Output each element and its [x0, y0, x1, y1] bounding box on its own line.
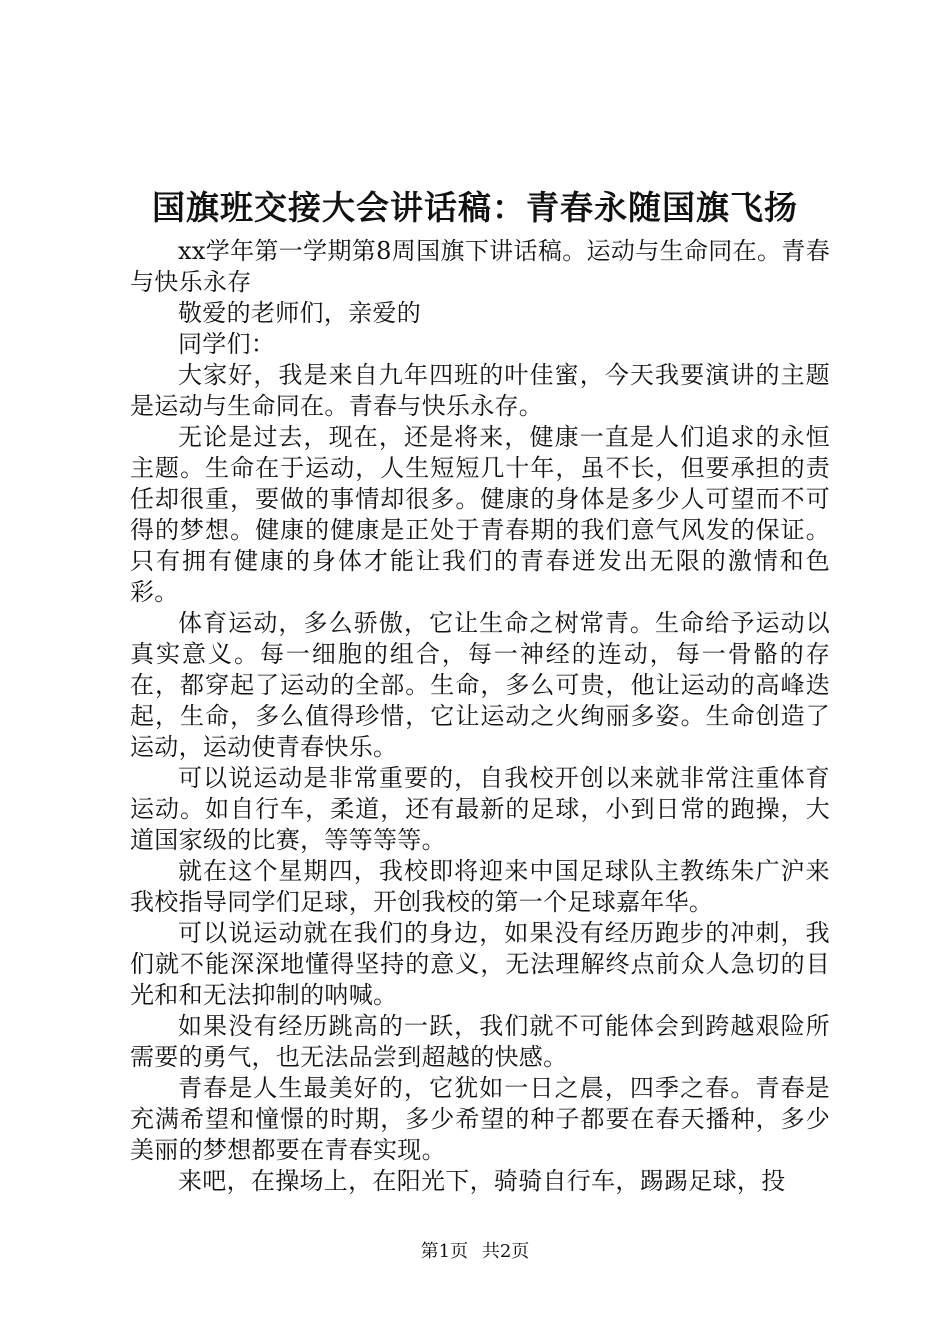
- page-total: 共2页: [481, 1241, 530, 1262]
- paragraph: 敬爱的老师们，亲爱的: [178, 299, 421, 327]
- paragraph: 来吧，在操场上，在阳光下，骑骑自行车，踢踢足球，投: [178, 1167, 786, 1195]
- paragraph: 就在这个星期四，我校即将迎来中国足球队主教练朱广沪来我校指导同学们足球，开创我校的第一个足球嘉年华。: [130, 857, 830, 916]
- paragraph: 无论是过去，现在，还是将来，健康一直是人们追求的永恒主题。生命在于运动，人生短短几十年，虽不长，但要承担的责任却很重，要做的事情却很多。健康的身体是多少人可望而不可得的梦想。健康的健康是正处于青春期的我们意气风发的保证。只有拥有健康的身体才能让我们的青春迸发出无限的激情和色彩。: [130, 423, 830, 606]
- paragraph: 青春是人生最美好的，它犹如一日之晨，四季之春。青春是充满希望和憧憬的时期，多少希望的种子都要在春天播种，多少美丽的梦想都要在青春实现。: [130, 1074, 830, 1164]
- paragraph: 体育运动，多么骄傲，它让生命之树常青。生命给予运动以真实意义。每一细胞的组合，每一神经的连动，每一骨骼的存在，都穿起了运动的全部。生命，多么可贵，他让运动的高峰迭起，生命，多么值得珍惜，它让运动之火绚丽多姿。生命创造了运动，运动使青春快乐。: [130, 609, 830, 761]
- paragraph: 如果没有经历跳高的一跃，我们就不可能体会到跨越艰险所需要的勇气，也无法品尝到超越的快感。: [130, 1012, 830, 1071]
- paragraph: 大家好，我是来自九年四班的叶佳蜜，今天我要演讲的主题是运动与生命同在。青春与快乐永存。: [130, 361, 830, 420]
- document-body: [130, 236, 830, 1197]
- paragraph: 可以说运动就在我们的身边，如果没有经历跑步的冲刺，我们就不能深深地懂得坚持的意义，无法理解终点前众人急切的目光和和无法抑制的呐喊。: [130, 919, 830, 1009]
- paragraph: 可以说运动是非常重要的，自我校开创以来就非常注重体育运动。如自行车，柔道，还有最新的足球，小到日常的跑操，大道国家级的比赛，等等等等。: [130, 764, 830, 854]
- page-number: 第1页: [420, 1241, 469, 1262]
- paragraph: xx学年第一学期第8周国旗下讲话稿。运动与生命同在。青春与快乐永存: [130, 237, 830, 296]
- document-title: 国旗班交接大会讲话稿：青春永随国旗飞扬: [152, 188, 798, 227]
- page-footer: [0, 1240, 950, 1264]
- paragraph: 同学们：: [178, 330, 276, 358]
